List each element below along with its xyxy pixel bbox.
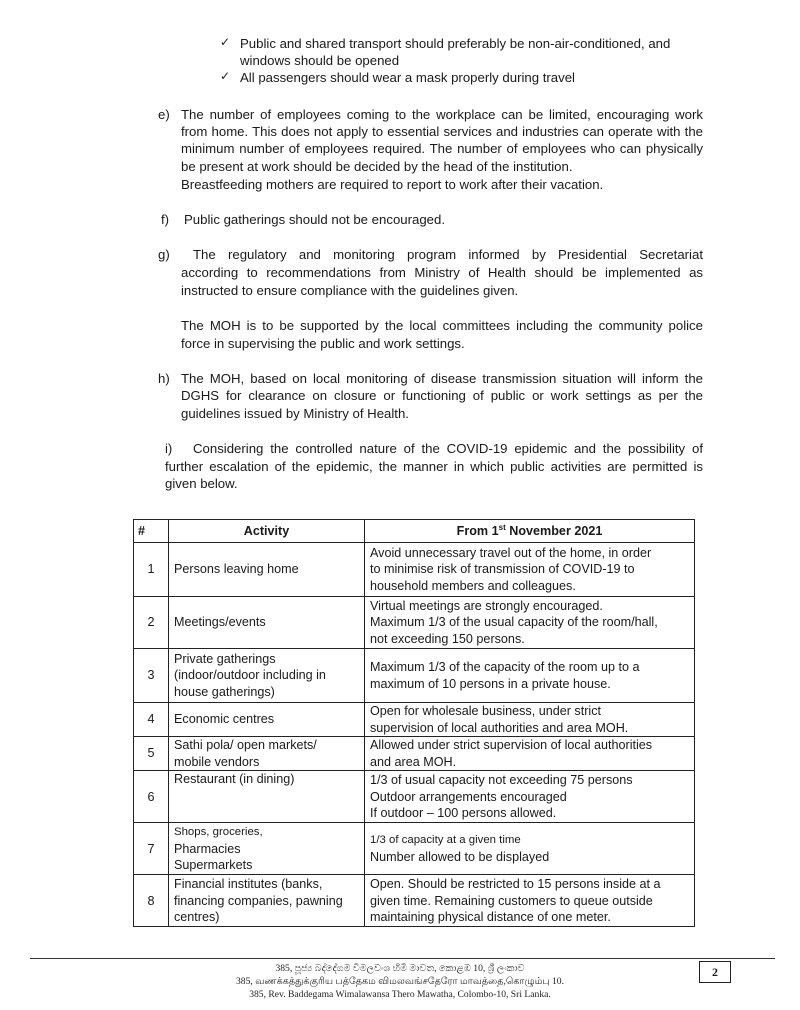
item-h-line-1: The MOH, based on local monitoring of disease transmission situation will inform the	[181, 371, 703, 386]
table-row	[134, 543, 695, 597]
bullet-2-line-1: All passengers should wear a mask properly during travel	[240, 70, 575, 85]
rule-line: Number allowed to be displayed	[370, 849, 550, 864]
rule-line: 1/3 of usual capacity not exceeding 75 persons	[370, 772, 633, 787]
item-e-line-5: Breastfeeding mothers are required to report to work after their vacation.	[181, 177, 604, 192]
rule-line: 1/3 of capacity at a given time	[370, 834, 521, 847]
activity-line: mobile vendors	[174, 754, 260, 769]
table-row	[134, 597, 695, 649]
rule-line: Open. Should be restricted to 15 persons inside at a	[370, 876, 661, 891]
row-number: 5	[134, 737, 169, 771]
item-i-line-3: given below.	[165, 476, 238, 491]
item-e-label: e)	[158, 107, 170, 122]
rule-line: Outdoor arrangements encouraged	[370, 789, 567, 804]
rule-line: Maximum 1/3 of the usual capacity of the room/hall,	[370, 615, 658, 630]
activity-line: Financial institutes (banks,	[174, 876, 323, 891]
header-activity: Activity	[169, 520, 365, 543]
activity-line: Supermarkets	[174, 858, 253, 873]
row-rule	[365, 597, 695, 649]
rule-line: and area MOH.	[370, 754, 457, 769]
activity-line: Pharmacies	[174, 841, 241, 856]
bullet-1-line-2: windows should be opened	[240, 53, 400, 68]
table-row	[134, 649, 695, 703]
checkmark-icon: ✓	[220, 69, 231, 83]
item-g-line-3: instructed to ensure compliance with the guidelines given.	[181, 283, 519, 298]
activity-line: Restaurant (in dining)	[174, 772, 295, 787]
table-row	[134, 823, 695, 875]
activity-line: house gatherings)	[174, 684, 275, 699]
row-rule	[365, 771, 695, 823]
item-g-label: g)	[158, 247, 170, 262]
rule-line: household members and colleagues.	[370, 578, 576, 593]
table-row	[134, 771, 695, 823]
item-g-extra-line-1: The MOH is to be supported by the local committees including the community police	[181, 318, 703, 333]
row-number: 2	[134, 597, 169, 649]
row-activity	[169, 737, 365, 771]
rule-line: Virtual meetings are strongly encouraged.	[370, 598, 603, 613]
rule-line: Allowed under strict supervision of local authorities	[370, 738, 653, 753]
header-from-date	[365, 520, 695, 543]
row-rule	[365, 703, 695, 737]
row-activity	[169, 823, 365, 875]
activity-line: (indoor/outdoor including in	[174, 668, 326, 683]
row-rule	[365, 649, 695, 703]
item-g-line-1: The regulatory and monitoring program informed by Presidential Secretariat	[193, 247, 703, 262]
bullet-1-line-1: Public and shared transport should preferably be non-air-conditioned, and	[240, 36, 671, 51]
item-g-line-2: according to recommendations from Ministry of Health should be implemented as	[181, 265, 703, 280]
rule-line: Maximum 1/3 of the capacity of the room up to a	[370, 659, 640, 674]
activity-line: Persons leaving home	[174, 562, 299, 577]
rule-line: given time. Remaining customers to queue outside	[370, 893, 653, 908]
activity-line: Shops, groceries,	[174, 825, 263, 838]
row-activity	[169, 597, 365, 649]
rule-line: Avoid unnecessary travel out of the home, in order	[370, 545, 652, 560]
row-number: 8	[134, 875, 169, 927]
header-from-month: November 2021	[505, 523, 603, 538]
rule-line: not exceeding 150 persons.	[370, 631, 525, 646]
header-number: #	[134, 520, 169, 543]
row-activity	[169, 703, 365, 737]
item-e-line-1: The number of employees coming to the workplace can be limited, encouraging work	[181, 107, 703, 122]
activity-line: Meetings/events	[174, 615, 266, 630]
item-i-line-2: further escalation of the epidemic, the manner in which public activities are permitted is	[165, 459, 703, 474]
table-row	[134, 703, 695, 737]
page-number: 2	[699, 961, 731, 983]
activity-line: Private gatherings	[174, 651, 276, 666]
table-row	[134, 737, 695, 771]
activity-line: centres)	[174, 910, 220, 925]
table-row	[134, 875, 695, 927]
row-activity	[169, 771, 365, 823]
row-activity	[169, 649, 365, 703]
row-number: 1	[134, 543, 169, 597]
activity-line: Sathi pola/ open markets/	[174, 738, 317, 753]
row-activity	[169, 875, 365, 927]
item-e-line-2: from home. This does not apply to essential services and industries can operate with the	[181, 124, 703, 139]
item-e-line-4: be present at work should be decided by the head of the institution.	[181, 159, 573, 174]
rule-line: supervision of local authorities and area MOH.	[370, 720, 629, 735]
item-h-label: h)	[158, 371, 170, 386]
table-header-row	[134, 520, 695, 543]
item-g-extra-line-2: force in supervising the public and work settings.	[181, 336, 465, 351]
rule-line: If outdoor – 100 persons allowed.	[370, 806, 557, 821]
row-number: 7	[134, 823, 169, 875]
row-rule	[365, 875, 695, 927]
rule-line: maximum of 10 persons in a private house.	[370, 676, 611, 691]
row-activity	[169, 543, 365, 597]
activity-table	[133, 519, 695, 927]
activity-line: Economic centres	[174, 712, 275, 727]
checkmark-icon: ✓	[220, 35, 231, 49]
item-h-line-2: DGHS for clearance on closure or functioning of public or work settings as per the	[181, 388, 703, 403]
item-f-label: f)	[161, 212, 170, 227]
row-rule	[365, 823, 695, 875]
item-i-line-1: Considering the controlled nature of the COVID-19 epidemic and the possibility of	[193, 441, 703, 456]
item-i-label: i)	[165, 441, 173, 456]
activity-line: financing companies, pawning	[174, 893, 343, 908]
item-e-line-3: minimum number of employees required. The number of employees who can physically	[181, 141, 703, 156]
footer-address-sinhala: 385, පූජ්‍ය බද්දේගම විමලවංශ හිමි මාවත, කොළඹ 10, ශ්‍රී ලංකාව	[275, 963, 525, 974]
header-from-suffix: st	[498, 522, 506, 532]
footer-address-english: 385, Rev. Baddegama Wimalawansa Thero Mawatha, Colombo-10, Sri Lanka.	[249, 989, 551, 1000]
row-rule	[365, 737, 695, 771]
rule-line: maintaining physical distance of one meter.	[370, 910, 611, 925]
row-number: 3	[134, 649, 169, 703]
footer-divider	[30, 958, 775, 959]
footer-address-tamil: 385, வணக்கத்துக்குரிய பத்தேகம விமலவங்சதேரோ மாவத்தை,கொழும்பு 10.	[236, 976, 564, 987]
item-f-line-1: Public gatherings should not be encouraged.	[184, 212, 446, 227]
header-from-text: From 1	[456, 523, 499, 538]
rule-line: to minimise risk of transmission of COVID-19 to	[370, 562, 635, 577]
row-number: 4	[134, 703, 169, 737]
rule-line: Open for wholesale business, under strict	[370, 704, 602, 718]
row-number: 6	[134, 771, 169, 823]
row-rule	[365, 543, 695, 597]
item-h-line-3: guidelines issued by Ministry of Health.	[181, 406, 409, 421]
